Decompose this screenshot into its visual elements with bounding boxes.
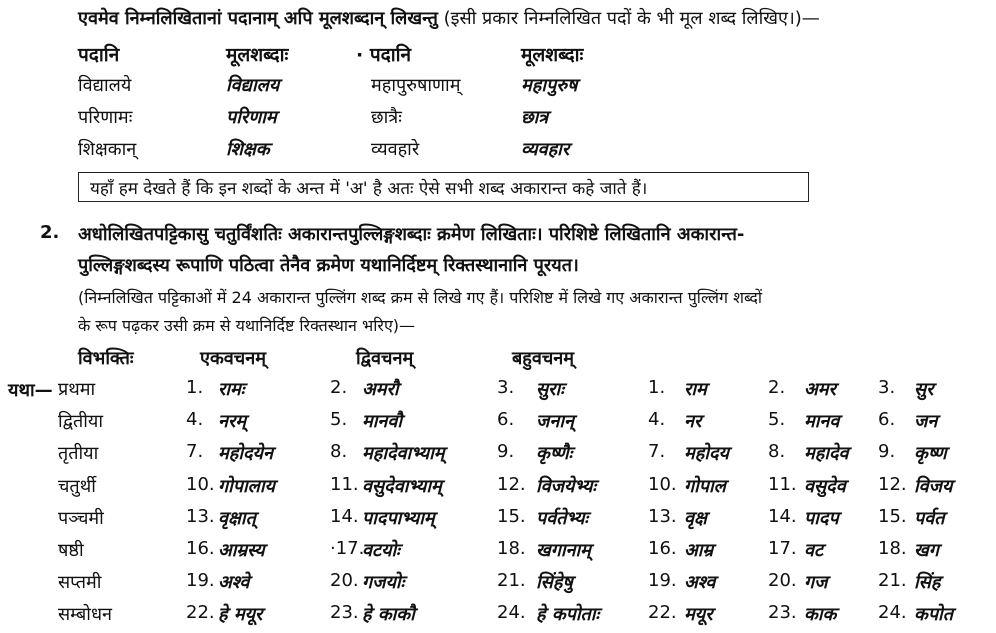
given-form: कृष्णैः [536,443,573,464]
case-label: प्रथमा [58,379,96,400]
item-number: 1. [186,377,204,398]
q2-number: 2. [40,222,60,243]
answer-number: 4. [648,409,666,430]
given-form: हे काकौ [362,604,415,625]
answer-root: महादेव [804,443,849,464]
case-label: सम्बोधन [58,604,113,625]
given-form: गोपालाय [218,476,275,497]
t1-root: छात्र [521,107,549,128]
item-number: 9. [497,441,515,462]
t1-word: विद्यालये [78,75,132,96]
answer-root: वसुदेव [804,476,846,497]
item-number: 21. [497,570,526,591]
item-number: 10. [186,474,215,495]
given-form: हे मयूर [218,604,263,625]
answer-number: 10. [648,474,677,495]
item-number: 24. [497,602,526,623]
answer-number: 17. [768,538,797,559]
answer-number: 9. [878,441,896,462]
intro-line [78,6,820,30]
answer-root: अमर [804,379,836,400]
t1-header-mulashabda-1: मूलशब्दाः [226,44,289,66]
t1-root: व्यवहार [521,139,570,160]
answer-root: राम [684,379,707,400]
given-form: आम्रस्य [218,540,265,561]
given-form: सिंहेषु [536,572,573,593]
answer-number: 11. [768,474,797,495]
answer-number: 19. [648,570,677,591]
given-form: मानवौ [362,411,403,432]
answer-number: 14. [768,506,797,527]
answer-number: 2. [768,377,786,398]
answer-root: सुर [914,379,934,400]
answer-number: 7. [648,441,666,462]
t1-header-padani-1: पदानि [78,44,120,66]
answer-number: 24. [878,602,907,623]
item-number: 7. [186,441,204,462]
item-number: 4. [186,409,204,430]
answer-number: 13. [648,506,677,527]
t1-header-mulashabda-2: मूलशब्दाः [521,44,584,66]
given-form: वृक्षात् [218,508,256,529]
t1-root: परिणाम [226,107,277,128]
item-number: 11. [330,474,359,495]
given-form: पादपाभ्याम् [362,508,435,529]
t1-root: विद्यालय [226,75,280,96]
t1-word: महापुरुषाणाम् [371,75,461,96]
given-form: खगानाम् [536,540,591,561]
answer-root: कपोत [914,604,953,625]
answer-root: सिंह [914,572,941,593]
answer-number: 16. [648,538,677,559]
answer-number: 5. [768,409,786,430]
case-label: सप्तमी [58,572,102,593]
yatha-label: यथा— [8,380,53,401]
item-number: 22. [186,602,215,623]
answer-root: पर्वत [914,508,945,529]
item-number: 20. [330,570,359,591]
note-text: यहाँ हम देखते हैं कि इन शब्दों के अन्त में 'अ' है अतः ऐसे सभी शब्द अकारान्त कहे जाते हैं। [90,179,648,199]
q2-line2: पुल्लिङ्गशब्दस्य रूपाणि पठित्वा तेनैव क्रमेण यथानिर्दिष्टम् रिक्तस्थानानि पूरयत। [78,255,579,276]
given-form: नरम् [218,411,247,432]
given-form: हे कपोताः [536,604,600,625]
t2-header-ekavachanam: एकवचनम् [200,348,266,369]
case-label: षष्ठी [58,540,84,561]
item-number: 15. [497,506,526,527]
given-form: अश्वे [218,572,250,593]
given-form: वसुदेवाभ्याम् [362,476,442,497]
t1-word: छात्रैः [371,107,402,128]
answer-root: काक [804,604,837,625]
t1-word: व्यवहारे [371,139,420,160]
given-form: गजयोः [362,572,405,593]
t1-word: शिक्षकान् [78,139,137,160]
case-label: पञ्चमी [58,508,104,529]
t1-root: महापुरुष [521,75,578,96]
answer-number: 1. [648,377,666,398]
answer-root: आम्र [684,540,714,561]
answer-root: महोदय [684,443,729,464]
given-form: महोदयेन [218,443,273,464]
answer-number: 21. [878,570,907,591]
q2-line1: अधोलिखितपट्टिकासु चतुर्विंशतिः अकारान्तपुल्लिङ्गशब्दाः क्रमेण लिखिताः। परिशिष्टे लिखितानि अकारान्त- [78,224,745,245]
answer-number: 8. [768,441,786,462]
answer-number: 6. [878,409,896,430]
q2-hindi-line1: (निम्नलिखित पट्टिकाओं में 24 अकारान्त पुल्लिंग शब्द क्रम से लिखे गए हैं। परिशिष्ट में लिखे गए अकारान्त पुल्लिंग शब्दों [78,288,762,307]
answer-root: पादप [804,508,839,529]
answer-root: अश्व [684,572,716,593]
item-number: 5. [330,409,348,430]
answer-number: 23. [768,602,797,623]
answer-number: 22. [648,602,677,623]
item-number: 6. [497,409,515,430]
answer-number: 18. [878,538,907,559]
given-form: महादेवाभ्याम् [362,443,445,464]
answer-root: गोपाल [684,476,726,497]
case-label: चतुर्थी [58,476,96,497]
intro-hindi: (इसी प्रकार निम्नलिखित पदों के भी मूल शब्द लिखिए।)— [443,8,820,29]
given-form: विजयेभ्यः [536,476,597,497]
answer-root: गज [804,572,828,593]
answer-number: 12. [878,474,907,495]
item-number: 18. [497,538,526,559]
t2-header-vibhakti: विभक्तिः [78,348,134,369]
item-number: 19. [186,570,215,591]
case-label: द्वितीया [58,411,104,432]
answer-root: जन [914,411,938,432]
item-number: 13. [186,506,215,527]
case-label: तृतीया [58,443,99,464]
item-number: 14. [330,506,359,527]
item-number: 16. [186,538,215,559]
item-number: 2. [330,377,348,398]
t1-header-padani-2: · पदानि [356,44,412,66]
answer-root: वट [804,540,824,561]
given-form: सुराः [536,379,564,400]
answer-root: विजय [914,476,953,497]
given-form: अमरौ [362,379,399,400]
t1-word: परिणामः [78,107,133,128]
answer-number: 3. [878,377,896,398]
item-number: 12. [497,474,526,495]
item-number: 8. [330,441,348,462]
given-form: रामः [218,379,245,400]
q2-hindi-line2: के रूप पढ़कर उसी क्रम से यथानिर्दिष्ट रिक्तस्थान भरिए)— [78,316,416,335]
t1-root: शिक्षक [226,139,270,160]
answer-root: वृक्ष [684,508,707,529]
answer-number: 15. [878,506,907,527]
item-number: ·17. [330,538,365,559]
intro-sanskrit: एवमेव निम्नलिखितानां पदानाम् अपि मूलशब्दान् लिखन्तु [78,8,438,29]
answer-root: कृष्ण [914,443,947,464]
t2-header-bahuvachanam: बहुवचनम् [512,348,575,369]
answer-root: मयूर [684,604,713,625]
t2-header-dvivachanam: द्विवचनम् [356,348,414,369]
item-number: 3. [497,377,515,398]
answer-root: मानव [804,411,840,432]
given-form: जनान् [536,411,574,432]
answer-root: नर [684,411,702,432]
given-form: वटयोः [362,540,400,561]
given-form: पर्वतेभ्यः [536,508,589,529]
item-number: 23. [330,602,359,623]
answer-root: खग [914,540,939,561]
answer-number: 20. [768,570,797,591]
